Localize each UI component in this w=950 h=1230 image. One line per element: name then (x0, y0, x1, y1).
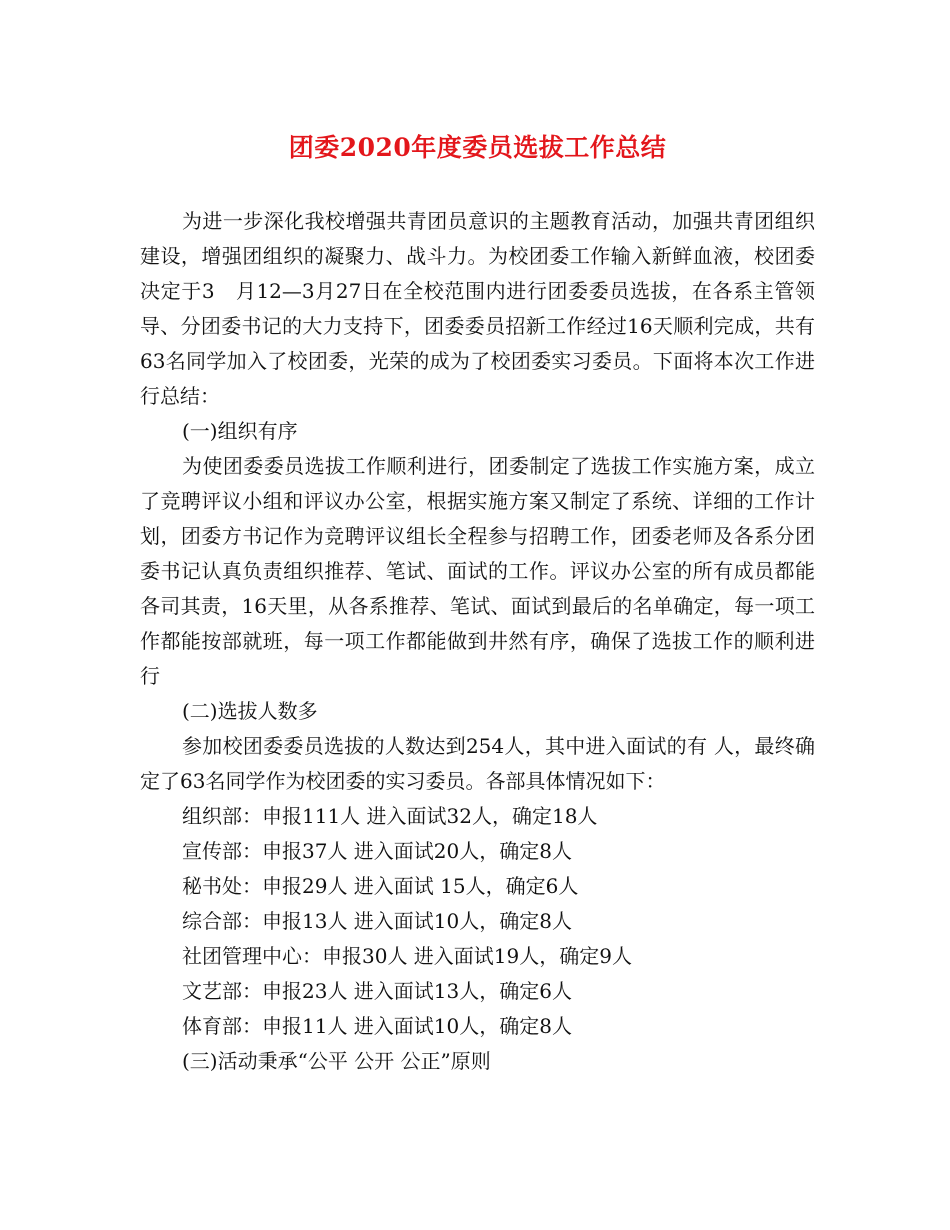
department-list (140, 799, 815, 1044)
section-heading-selection-count: (二)选拔人数多 (182, 699, 318, 723)
section-body-organization: 为使团委委员选拔工作顺利进行，团委制定了选拔工作实施方案，成立了竞聘评议小组和评议办公室，根据实施方案又制定了系统、详细的工作计划，团委方书记作为竞聘评议组长全程参与招聘工作，团委老师及各系分团委书记认真负责组织推荐、笔试、面试的工作。评议办公室的所有成员都能各司其责，16天里，从各系推荐、笔试、面试到最后的名单确定，每一项工作都能按部就班，每一项工作都能做到井然有序，确保了选拔工作的顺利进行 (140, 454, 815, 688)
list-item: 体育部：申报11人 进入面试10人，确定8人 (182, 1014, 572, 1038)
document-title: 团委2020年度委员选拔工作总结 (288, 133, 667, 162)
list-item: 文艺部：申报23人 进入面试13人，确定6人 (182, 979, 572, 1003)
list-item: 组织部：申报111人 进入面试32人，确定18人 (182, 804, 598, 828)
section-heading-principles: (三)活动秉承“公平 公开 公正”原则 (182, 1049, 491, 1073)
list-item: 秘书处：申报29人 进入面试 15人，确定6人 (182, 874, 579, 898)
document-page (140, 130, 835, 1079)
section-body-selection-count: 参加校团委委员选拔的人数达到254人，其中进入面试的有 人，最终确定了63名同学作为校团委的实习委员。各部具体情况如下： (140, 734, 815, 793)
list-item: 宣传部：申报37人 进入面试20人，确定8人 (182, 839, 572, 863)
list-item: 综合部：申报13人 进入面试10人，确定8人 (182, 909, 572, 933)
intro-paragraph: 为进一步深化我校增强共青团员意识的主题教育活动，加强共青团组织建设，增强团组织的凝聚力、战斗力。为校团委工作输入新鲜血液，校团委决定于3 月12—3月27日在全校范围内进行团委委员选拔，在各系主管领导、分团委书记的大力支持下，团委委员招新工作经过16天顺利完成，共有 63名同学加入了校团委，光荣的成为了校团委实习委员。下面将本次工作进行总结： (140, 209, 835, 408)
list-item: 社团管理中心：申报30人 进入面试19人，确定9人 (182, 944, 632, 968)
section-heading-organization: (一)组织有序 (182, 419, 298, 443)
